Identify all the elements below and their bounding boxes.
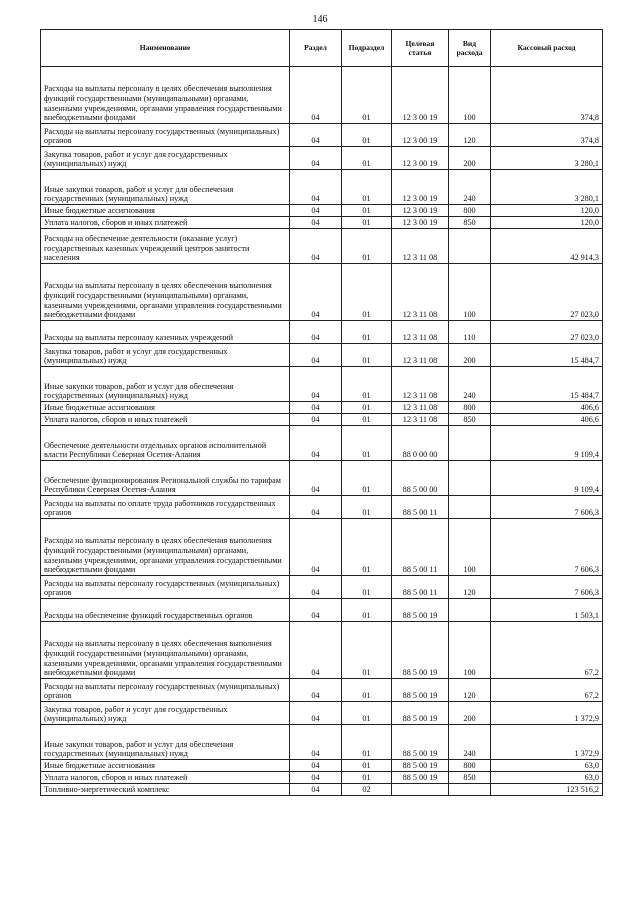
cell-article xyxy=(392,784,449,796)
table-row xyxy=(41,264,603,321)
cell-expense-type xyxy=(449,229,491,264)
table-row xyxy=(41,170,603,205)
cell-name: Закупка товаров, работ и услуг для государственных (муниципальных) нужд xyxy=(41,702,290,725)
cell-subsection: 01 xyxy=(342,264,392,321)
cell-article: 12 3 11 08 xyxy=(392,264,449,321)
cell-name: Расходы на выплаты по оплате труда работников государственных органов xyxy=(41,496,290,519)
cell-amount: 9 109,4 xyxy=(491,461,603,496)
cell-expense-type: 100 xyxy=(449,622,491,679)
cell-expense-type xyxy=(449,599,491,622)
cell-article: 12 3 00 19 xyxy=(392,170,449,205)
cell-subsection: 01 xyxy=(342,622,392,679)
cell-section: 04 xyxy=(290,426,342,461)
table-row xyxy=(41,67,603,124)
cell-subsection: 01 xyxy=(342,147,392,170)
cell-section: 04 xyxy=(290,264,342,321)
table-row xyxy=(41,426,603,461)
cell-section: 04 xyxy=(290,205,342,217)
cell-amount: 27 023,0 xyxy=(491,321,603,344)
cell-amount: 374,8 xyxy=(491,67,603,124)
cell-amount: 15 484,7 xyxy=(491,367,603,402)
cell-section: 04 xyxy=(290,772,342,784)
budget-table xyxy=(40,29,603,796)
cell-expense-type: 800 xyxy=(449,760,491,772)
table-row xyxy=(41,784,603,796)
cell-subsection: 01 xyxy=(342,599,392,622)
cell-expense-type xyxy=(449,426,491,461)
cell-subsection: 01 xyxy=(342,402,392,414)
cell-subsection: 01 xyxy=(342,67,392,124)
cell-name: Обеспечение функционирования Региональной службы по тарифам Республики Северная Осетия-Алания xyxy=(41,461,290,496)
cell-amount: 406,6 xyxy=(491,414,603,426)
cell-subsection: 01 xyxy=(342,576,392,599)
cell-expense-type: 240 xyxy=(449,170,491,205)
cell-name: Иные закупки товаров, работ и услуг для обеспечения государственных (муниципальных) нужд xyxy=(41,170,290,205)
cell-section: 04 xyxy=(290,124,342,147)
cell-subsection: 01 xyxy=(342,702,392,725)
cell-article: 12 3 00 19 xyxy=(392,147,449,170)
cell-article: 12 3 11 08 xyxy=(392,321,449,344)
header-article: Целевая статья xyxy=(392,30,449,67)
cell-subsection: 01 xyxy=(342,496,392,519)
cell-name: Расходы на выплаты персоналу в целях обеспечения выполнения функций государственными (муниципальными) органами, казенными учреждениями, органами управления государственными внебюджетными фондами xyxy=(41,264,290,321)
cell-section: 04 xyxy=(290,599,342,622)
cell-section: 04 xyxy=(290,784,342,796)
cell-expense-type: 850 xyxy=(449,414,491,426)
cell-section: 04 xyxy=(290,725,342,760)
cell-amount: 120,0 xyxy=(491,217,603,229)
cell-name: Иные закупки товаров, работ и услуг для обеспечения государственных (муниципальных) нужд xyxy=(41,367,290,402)
cell-amount: 7 606,3 xyxy=(491,496,603,519)
cell-section: 04 xyxy=(290,496,342,519)
table-row xyxy=(41,519,603,576)
cell-subsection: 01 xyxy=(342,519,392,576)
cell-subsection: 01 xyxy=(342,414,392,426)
cell-name: Расходы на выплаты персоналу в целях обеспечения выполнения функций государственными (муниципальными) органами, казенными учреждениями, органами управления государственными внебюджетными фондами xyxy=(41,519,290,576)
cell-subsection: 01 xyxy=(342,205,392,217)
cell-section: 04 xyxy=(290,147,342,170)
table-row xyxy=(41,205,603,217)
cell-section: 04 xyxy=(290,217,342,229)
cell-article: 88 5 00 11 xyxy=(392,519,449,576)
table-row xyxy=(41,702,603,725)
cell-amount: 7 606,3 xyxy=(491,519,603,576)
cell-subsection: 01 xyxy=(342,124,392,147)
cell-article: 12 3 11 08 xyxy=(392,414,449,426)
cell-expense-type xyxy=(449,461,491,496)
cell-name: Иные бюджетные ассигнования xyxy=(41,402,290,414)
table-row xyxy=(41,461,603,496)
cell-section: 04 xyxy=(290,229,342,264)
cell-amount: 67,2 xyxy=(491,679,603,702)
table-row xyxy=(41,124,603,147)
cell-name: Расходы на обеспечение деятельности (оказание услуг) государственных казенных учреждений центров занятости населения xyxy=(41,229,290,264)
cell-amount: 1 372,9 xyxy=(491,702,603,725)
cell-article: 88 0 00 00 xyxy=(392,426,449,461)
cell-section: 04 xyxy=(290,622,342,679)
cell-expense-type: 800 xyxy=(449,205,491,217)
cell-article: 88 5 00 00 xyxy=(392,461,449,496)
cell-article: 88 5 00 19 xyxy=(392,622,449,679)
cell-section: 04 xyxy=(290,402,342,414)
cell-name: Иные бюджетные ассигнования xyxy=(41,205,290,217)
cell-article: 12 3 00 19 xyxy=(392,124,449,147)
cell-amount: 120,0 xyxy=(491,205,603,217)
cell-name: Расходы на выплаты персоналу государственных (муниципальных) органов xyxy=(41,124,290,147)
table-row xyxy=(41,772,603,784)
cell-expense-type: 240 xyxy=(449,367,491,402)
cell-expense-type xyxy=(449,496,491,519)
cell-section: 04 xyxy=(290,321,342,344)
cell-section: 04 xyxy=(290,679,342,702)
header-name: Наименование xyxy=(41,30,290,67)
cell-subsection: 01 xyxy=(342,344,392,367)
cell-name: Расходы на выплаты персоналу в целях обеспечения выполнения функций государственными (муниципальными) органами, казенными учреждениями, органами управления государственными внебюджетными фондами xyxy=(41,622,290,679)
cell-expense-type: 110 xyxy=(449,321,491,344)
cell-name: Расходы на обеспечение функций государственных органов xyxy=(41,599,290,622)
cell-article: 88 5 00 19 xyxy=(392,599,449,622)
cell-name: Расходы на выплаты персоналу государственных (муниципальных) органов xyxy=(41,576,290,599)
cell-name: Топливно-энергетический комплекс xyxy=(41,784,290,796)
cell-expense-type: 100 xyxy=(449,519,491,576)
cell-name: Закупка товаров, работ и услуг для государственных (муниципальных) нужд xyxy=(41,147,290,170)
cell-amount: 374,8 xyxy=(491,124,603,147)
cell-amount: 3 280,1 xyxy=(491,170,603,205)
cell-article: 88 5 00 19 xyxy=(392,725,449,760)
page-number: 146 xyxy=(312,14,328,25)
table-row xyxy=(41,599,603,622)
table-row xyxy=(41,496,603,519)
cell-name: Уплата налогов, сборов и иных платежей xyxy=(41,772,290,784)
cell-section: 04 xyxy=(290,367,342,402)
cell-expense-type: 120 xyxy=(449,124,491,147)
cell-name: Уплата налогов, сборов и иных платежей xyxy=(41,414,290,426)
cell-amount: 67,2 xyxy=(491,622,603,679)
table-row xyxy=(41,344,603,367)
cell-section: 04 xyxy=(290,760,342,772)
cell-amount: 7 606,3 xyxy=(491,576,603,599)
cell-subsection: 01 xyxy=(342,426,392,461)
cell-article: 12 3 11 08 xyxy=(392,229,449,264)
cell-article: 12 3 00 19 xyxy=(392,217,449,229)
cell-article: 88 5 00 11 xyxy=(392,576,449,599)
table-row xyxy=(41,217,603,229)
cell-subsection: 01 xyxy=(342,321,392,344)
cell-section: 04 xyxy=(290,414,342,426)
cell-expense-type: 100 xyxy=(449,264,491,321)
cell-section: 04 xyxy=(290,461,342,496)
cell-article: 12 3 11 08 xyxy=(392,367,449,402)
cell-expense-type: 850 xyxy=(449,772,491,784)
header-section: Раздел xyxy=(290,30,342,67)
cell-subsection: 01 xyxy=(342,229,392,264)
cell-amount: 1 372,9 xyxy=(491,725,603,760)
cell-amount: 15 484,7 xyxy=(491,344,603,367)
cell-amount: 27 023,0 xyxy=(491,264,603,321)
cell-name: Уплата налогов, сборов и иных платежей xyxy=(41,217,290,229)
cell-subsection: 01 xyxy=(342,725,392,760)
cell-article: 88 5 00 11 xyxy=(392,496,449,519)
cell-name: Расходы на выплаты персоналу казенных учреждений xyxy=(41,321,290,344)
cell-expense-type: 120 xyxy=(449,576,491,599)
cell-name: Расходы на выплаты персоналу в целях обеспечения выполнения функций государственными (муниципальными) органами, казенными учреждениями, органами управления государственными внебюджетными фондами xyxy=(41,67,290,124)
table-row xyxy=(41,229,603,264)
cell-subsection: 01 xyxy=(342,367,392,402)
table-row xyxy=(41,367,603,402)
table-row xyxy=(41,147,603,170)
table-row xyxy=(41,760,603,772)
table-row xyxy=(41,321,603,344)
cell-expense-type: 200 xyxy=(449,147,491,170)
cell-expense-type: 800 xyxy=(449,402,491,414)
cell-subsection: 01 xyxy=(342,170,392,205)
table-row xyxy=(41,576,603,599)
cell-subsection: 01 xyxy=(342,461,392,496)
cell-amount: 406,6 xyxy=(491,402,603,414)
cell-amount: 63,0 xyxy=(491,760,603,772)
cell-expense-type: 240 xyxy=(449,725,491,760)
table-row xyxy=(41,725,603,760)
cell-subsection: 01 xyxy=(342,772,392,784)
cell-amount: 1 503,1 xyxy=(491,599,603,622)
cell-section: 04 xyxy=(290,576,342,599)
cell-expense-type: 850 xyxy=(449,217,491,229)
header-expense-type: Вид расхода xyxy=(449,30,491,67)
cell-section: 04 xyxy=(290,170,342,205)
cell-expense-type: 120 xyxy=(449,679,491,702)
cell-article: 12 3 11 08 xyxy=(392,344,449,367)
cell-amount: 3 280,1 xyxy=(491,147,603,170)
cell-subsection: 01 xyxy=(342,760,392,772)
cell-name: Закупка товаров, работ и услуг для государственных (муниципальных) нужд xyxy=(41,344,290,367)
cell-article: 88 5 00 19 xyxy=(392,679,449,702)
cell-article: 88 5 00 19 xyxy=(392,772,449,784)
cell-article: 12 3 11 08 xyxy=(392,402,449,414)
cell-section: 04 xyxy=(290,67,342,124)
cell-amount: 42 914,3 xyxy=(491,229,603,264)
cell-amount: 63,0 xyxy=(491,772,603,784)
table-header-row xyxy=(41,30,603,67)
cell-amount: 9 109,4 xyxy=(491,426,603,461)
cell-name: Иные закупки товаров, работ и услуг для обеспечения государственных (муниципальных) нужд xyxy=(41,725,290,760)
cell-expense-type: 200 xyxy=(449,702,491,725)
cell-article: 88 5 00 19 xyxy=(392,702,449,725)
cell-section: 04 xyxy=(290,702,342,725)
cell-article: 12 3 00 19 xyxy=(392,205,449,217)
header-amount: Кассовый расход xyxy=(491,30,603,67)
table-row xyxy=(41,679,603,702)
header-subsection: Подраздел xyxy=(342,30,392,67)
table-row xyxy=(41,622,603,679)
table-row xyxy=(41,414,603,426)
cell-expense-type xyxy=(449,784,491,796)
table-body xyxy=(41,67,603,796)
cell-section: 04 xyxy=(290,344,342,367)
cell-article: 12 3 00 19 xyxy=(392,67,449,124)
cell-name: Расходы на выплаты персоналу государственных (муниципальных) органов xyxy=(41,679,290,702)
cell-subsection: 01 xyxy=(342,217,392,229)
cell-name: Иные бюджетные ассигнования xyxy=(41,760,290,772)
cell-expense-type: 100 xyxy=(449,67,491,124)
cell-subsection: 01 xyxy=(342,679,392,702)
cell-article: 88 5 00 19 xyxy=(392,760,449,772)
table-row xyxy=(41,402,603,414)
cell-name: Обеспечение деятельности отдельных органов исполнительной власти Республики Северная Осетия-Алания xyxy=(41,426,290,461)
cell-expense-type: 200 xyxy=(449,344,491,367)
cell-amount: 123 516,2 xyxy=(491,784,603,796)
cell-section: 04 xyxy=(290,519,342,576)
cell-subsection: 02 xyxy=(342,784,392,796)
